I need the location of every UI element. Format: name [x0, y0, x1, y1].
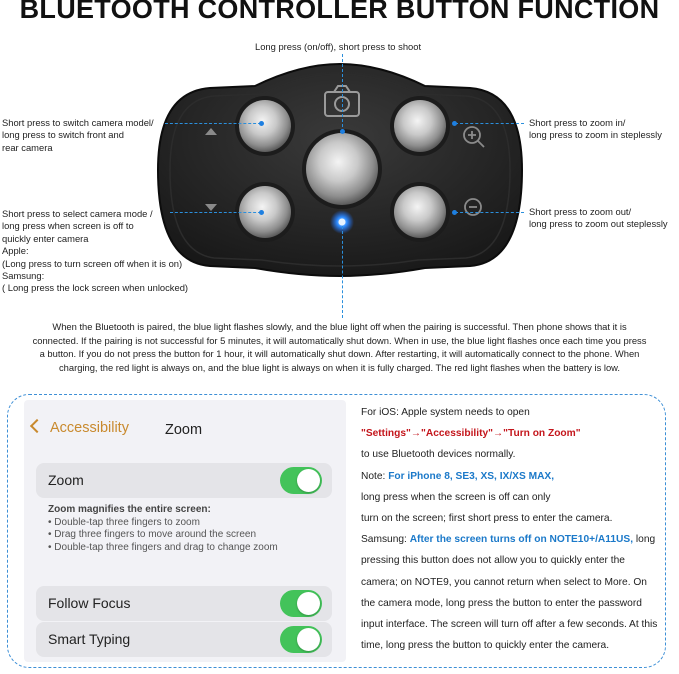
- label-top-left: Short press to switch camera model/ long press to switch front and rear camera: [2, 117, 154, 153]
- guide-dot: [259, 210, 264, 215]
- toggle-knob: [297, 628, 320, 651]
- guide-top: [342, 54, 343, 132]
- note-line1: long press when the screen is off can only: [361, 491, 551, 503]
- nav-title: Zoom: [165, 422, 203, 438]
- follow-focus-toggle[interactable]: [280, 590, 322, 617]
- smart-typing-label: Smart Typing: [48, 631, 131, 647]
- help-item: • Double-tap three fingers to zoom: [48, 516, 200, 528]
- guide-dot: [340, 129, 345, 134]
- back-label: Accessibility: [50, 420, 129, 436]
- guide-dot: [452, 121, 457, 126]
- help-item: • Double-tap three fingers and drag to change zoom: [48, 541, 278, 553]
- guide-top-right: [455, 123, 524, 124]
- guide-top-left: [165, 123, 261, 124]
- label-top-right: Short press to zoom in/ long press to zoom in steplessly: [529, 117, 662, 141]
- samsung-text: Samsung: After the screen turns off on NOTE10+/A11US, long pressing this button does not allow you to quickly enter the camera; on NOTE9, you cannot return when select to More. On the camera mode, long press the button to enter the password input interface. The screen will turn off after a few seconds. At this time, long press the button to quickly enter the camera.: [361, 534, 658, 652]
- smart-typing-row: [36, 622, 332, 657]
- instructions-text: [361, 402, 661, 656]
- zoom-toggle[interactable]: [280, 467, 322, 494]
- smart-typing-toggle[interactable]: [280, 626, 322, 653]
- zoom-label: Zoom: [48, 472, 84, 488]
- ios-end: to use Bluetooth devices normally.: [361, 449, 516, 461]
- note-line: Note: For iPhone 8, SE3, XS, IX/XS MAX,: [361, 470, 555, 482]
- ios-intro: For iOS: Apple system needs to open: [361, 407, 530, 418]
- zoom-help: [48, 504, 278, 554]
- guide-led: [342, 226, 343, 318]
- toggle-knob: [297, 592, 320, 615]
- label-top: Long press (on/off), short press to shoot: [255, 41, 422, 52]
- chevron-left-icon: [30, 419, 44, 433]
- follow-focus-row: [36, 586, 332, 621]
- led-description: When the Bluetooth is paired, the blue light flashes slowly, and the blue light off when the pairing is successful. Then phone shows that it is connected. If the pairing is not successful for 5 minutes, it will automatically shut down. When in use, the blue light flashes once each time you press a button. If you do not press the button for 1 hour, it will automatically shut down. After restarting, it will automatically connect to the phone. When charging, the red light is always on, and the blue light is always on when it is fully charged. The red light flashes when the battery is low.: [32, 321, 647, 374]
- ios-path: "Settings"→"Accessibility"→"Turn on Zoom": [361, 428, 581, 440]
- label-bottom-right: Short press to zoom out/ long press to zoom out steplessly: [529, 206, 668, 230]
- label-bottom-left: Short press to select camera mode / long press when screen is off to quickly enter camera Apple: (Long press to turn screen off when it is on) Samsung: ( Long press the lock screen when unlocked): [2, 208, 189, 294]
- toggle-knob: [297, 469, 320, 492]
- help-title: Zoom magnifies the entire screen:: [48, 504, 211, 515]
- note-line2: turn on the screen; first short press to enter the camera.: [361, 513, 613, 525]
- guide-bottom-right: [455, 212, 524, 213]
- guide-dot: [259, 121, 264, 126]
- follow-focus-label: Follow Focus: [48, 595, 131, 611]
- zoom-row: [36, 463, 332, 498]
- page-title: BLUETOOTH CONTROLLER BUTTON FUNCTION: [19, 0, 660, 24]
- phone-screenshot: [24, 400, 346, 662]
- help-item: • Drag three fingers to move around the screen: [48, 529, 257, 541]
- back-button[interactable]: [32, 420, 129, 436]
- guide-dot: [452, 210, 457, 215]
